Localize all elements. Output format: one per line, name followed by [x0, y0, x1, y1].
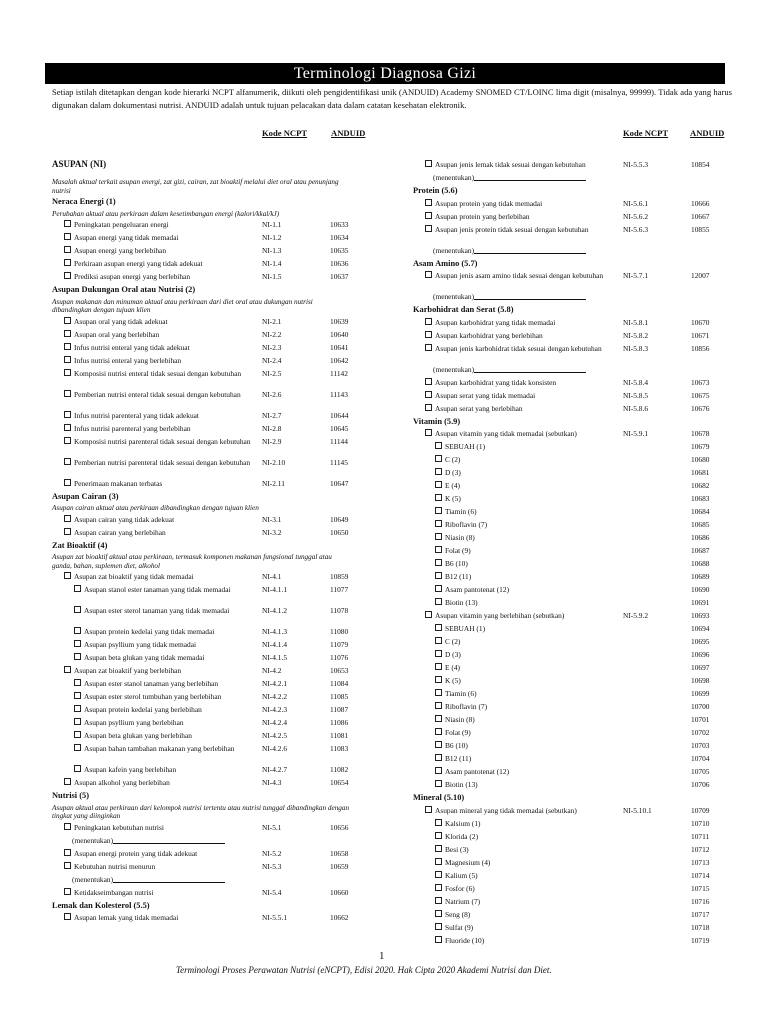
anduid-code: 10662	[330, 913, 349, 922]
anduid-code: 11144	[330, 436, 348, 446]
anduid-code: 11080	[330, 627, 349, 636]
checkbox[interactable]	[64, 390, 71, 397]
blank-line	[474, 253, 586, 254]
checkbox[interactable]	[435, 546, 442, 553]
anduid-code: 10710	[691, 818, 710, 828]
checkbox[interactable]	[435, 481, 442, 488]
anduid-code: 11082	[330, 765, 349, 774]
ncpt-code: NI-4.2.3	[262, 705, 288, 714]
anduid-code: 10715	[691, 883, 710, 893]
ncpt-code: NI-2.7	[262, 410, 282, 420]
checkbox[interactable]	[74, 744, 81, 751]
anduid-code: 10658	[330, 848, 349, 858]
ncpt-code: NI-4.2	[262, 666, 282, 675]
anduid-code: 10682	[691, 481, 710, 490]
checkbox[interactable]	[64, 317, 71, 324]
checkbox[interactable]	[425, 199, 432, 206]
anduid-code: 11079	[330, 640, 349, 649]
checkbox[interactable]	[435, 832, 442, 839]
checkbox[interactable]	[64, 343, 71, 350]
ncpt-code: NI-4.1.2	[262, 606, 288, 615]
ncpt-code: NI-3.2	[262, 527, 282, 537]
ncpt-code: NI-4.1.5	[262, 653, 288, 662]
ncpt-code: NI-2.1	[262, 316, 282, 326]
anduid-code: 10654	[330, 778, 349, 787]
ncpt-code: NI-5.2	[262, 848, 282, 858]
checkbox[interactable]	[64, 424, 71, 431]
anduid-code: 10642	[330, 355, 349, 365]
page-title: Terminologi Diagnosa Gizi	[45, 63, 725, 84]
checkbox[interactable]	[425, 391, 432, 398]
anduid-code: 10711	[691, 831, 710, 841]
ncpt-code: NI-2.10	[262, 457, 286, 467]
ncpt-code: NI-2.11	[262, 478, 285, 488]
anduid-code: 11078	[330, 606, 349, 615]
anduid-code: 10647	[330, 478, 349, 488]
ncpt-code: NI-4.3	[262, 778, 282, 787]
checkbox[interactable]	[64, 356, 71, 363]
checkbox[interactable]	[64, 888, 71, 895]
checkbox[interactable]	[435, 702, 442, 709]
ncpt-code: NI-5.8.2	[623, 330, 649, 340]
checkbox[interactable]	[435, 923, 442, 930]
anduid-code: 10685	[691, 520, 710, 529]
anduid-code: 10670	[691, 317, 710, 327]
ncpt-code: NI-2.5	[262, 368, 282, 378]
anduid-code: 10656	[330, 822, 349, 832]
checkbox[interactable]	[64, 458, 71, 465]
ncpt-code: NI-2.6	[262, 389, 282, 399]
checkbox[interactable]	[435, 559, 442, 566]
anduid-code: 10687	[691, 546, 710, 555]
checkbox[interactable]	[425, 806, 432, 813]
checkbox[interactable]	[435, 780, 442, 787]
ncpt-code: NI-5.8.3	[623, 343, 649, 353]
anduid-code: 11083	[330, 744, 349, 753]
anduid-code: 10716	[691, 896, 710, 906]
checkbox[interactable]	[64, 411, 71, 418]
anduid-code: 10681	[691, 468, 710, 477]
checkbox[interactable]	[435, 455, 442, 462]
anduid-code: 10704	[691, 754, 710, 763]
blank-line	[113, 843, 225, 844]
checkbox[interactable]	[425, 429, 432, 436]
ncpt-code: NI-4.2.7	[262, 765, 288, 774]
intro-paragraph: Setiap istilah ditetapkan dengan kode hierarki NCPT alfanumerik, diikuti oleh pengidentifikasi unik (ANDUID) Academy SNOMED CT/LOINC lima digit (misalnya, 99999). Tidak ada yang harus digunakan dalam dokumentasi nutrisi. ANDUID adalah untuk tujuan pelacakan data dalam catatan kesehatan elektronik.	[52, 87, 732, 110]
checkbox[interactable]	[435, 910, 442, 917]
ncpt-code: NI-5.6.1	[623, 198, 649, 208]
anduid-code: 10703	[691, 741, 710, 750]
anduid-code: 11143	[330, 389, 348, 399]
anduid-code: 10676	[691, 403, 710, 413]
ncpt-code: NI-5.1	[262, 822, 282, 832]
anduid-code: 10700	[691, 702, 710, 711]
anduid-code: 10859	[330, 572, 349, 581]
checkbox[interactable]	[64, 259, 71, 266]
ncpt-code: NI-2.8	[262, 423, 282, 433]
anduid-code: 10717	[691, 909, 710, 919]
checkbox[interactable]	[64, 220, 71, 227]
checkbox[interactable]	[64, 823, 71, 830]
ncpt-code: NI-1.1	[262, 220, 282, 229]
anduid-code: 10699	[691, 689, 710, 698]
checkbox[interactable]	[435, 897, 442, 904]
checkbox[interactable]	[435, 754, 442, 761]
checkbox[interactable]	[425, 344, 432, 351]
anduid-code: 10719	[691, 935, 710, 945]
checkbox[interactable]	[425, 611, 432, 618]
ncpt-code: NI-2.9	[262, 436, 282, 446]
anduid-code: 10856	[691, 343, 710, 353]
ncpt-code: NI-4.1.4	[262, 640, 288, 649]
checkbox[interactable]	[425, 225, 432, 232]
page-number: 1	[379, 950, 385, 962]
anduid-code: 10666	[691, 198, 710, 208]
ncpt-code: NI-5.3	[262, 861, 282, 871]
anduid-code: 10690	[691, 585, 710, 594]
footer-citation: Terminologi Proses Perawatan Nutrisi (eNCPT), Edisi 2020. Hak Cipta 2020 Akademi Nutrisi dan Diet.	[176, 965, 552, 975]
anduid-code: 10640	[330, 329, 349, 339]
checkbox[interactable]	[74, 692, 81, 699]
anduid-code: 10718	[691, 922, 710, 932]
ncpt-code: NI-2.2	[262, 329, 282, 339]
checkbox[interactable]	[435, 585, 442, 592]
checkbox[interactable]	[74, 679, 81, 686]
checkbox[interactable]	[425, 378, 432, 385]
checkbox[interactable]	[435, 663, 442, 670]
anduid-code: 11077	[330, 585, 349, 594]
checkbox[interactable]	[435, 598, 442, 605]
anduid-code: 10854	[691, 160, 710, 169]
checkbox[interactable]	[435, 858, 442, 865]
checkbox[interactable]	[435, 819, 442, 826]
checkbox[interactable]	[435, 468, 442, 475]
anduid-code: 10659	[330, 861, 349, 871]
anduid-code: 10650	[330, 527, 349, 537]
ncpt-code: NI-5.4	[262, 887, 282, 897]
anduid-code: 10714	[691, 870, 710, 880]
anduid-code: 10680	[691, 455, 710, 464]
ncpt-code: NI-4.2.4	[262, 718, 288, 727]
anduid-code: 10706	[691, 780, 710, 789]
ncpt-code: NI-4.2.1	[262, 679, 288, 688]
ncpt-code: NI-5.5.3	[623, 160, 649, 169]
ncpt-code: NI-2.3	[262, 342, 282, 352]
ncpt-code: NI-1.2	[262, 233, 282, 242]
anduid-code: 10705	[691, 767, 710, 776]
checkbox[interactable]	[74, 585, 81, 592]
checkbox[interactable]	[64, 862, 71, 869]
anduid-code: 11087	[330, 705, 349, 714]
anduid-code: 12007	[691, 271, 710, 280]
ncpt-code: NI-5.7.1	[623, 271, 649, 280]
ncpt-code: NI-4.2.5	[262, 731, 288, 740]
anduid-code: 10683	[691, 494, 710, 503]
ncpt-code: NI-4.1	[262, 572, 282, 581]
anduid-code: 10660	[330, 887, 349, 897]
anduid-code: 10684	[691, 507, 710, 516]
anduid-column-header-right: ANDUID	[690, 128, 725, 138]
anduid-code: 11085	[330, 692, 349, 701]
anduid-code: 11086	[330, 718, 349, 727]
checkbox[interactable]	[64, 515, 71, 522]
ncpt-code: NI-5.6.3	[623, 224, 649, 234]
checkbox[interactable]	[425, 318, 432, 325]
anduid-code: 10694	[691, 624, 710, 633]
checkbox[interactable]	[425, 271, 432, 278]
blank-line	[474, 372, 586, 373]
anduid-code: 10653	[330, 666, 349, 675]
checkbox[interactable]	[64, 369, 71, 376]
anduid-code: 10712	[691, 844, 710, 854]
anduid-code: 10675	[691, 390, 710, 400]
checkbox[interactable]	[435, 741, 442, 748]
ncpt-code: NI-5.9.2	[623, 611, 649, 620]
checkbox[interactable]	[64, 272, 71, 279]
anduid-code: 11081	[330, 731, 349, 740]
checkbox[interactable]	[435, 871, 442, 878]
checkbox[interactable]	[435, 715, 442, 722]
anduid-code: 11076	[330, 653, 349, 662]
checkbox[interactable]	[425, 160, 432, 167]
checkbox[interactable]	[435, 520, 442, 527]
ncpt-code: NI-5.10.1	[623, 805, 652, 815]
checkbox[interactable]	[435, 572, 442, 579]
anduid-code: 10673	[691, 377, 710, 387]
ncpt-code: NI-4.2.2	[262, 692, 288, 701]
anduid-code: 10688	[691, 559, 710, 568]
checkbox[interactable]	[74, 640, 81, 647]
anduid-code: 10635	[330, 246, 349, 255]
anduid-code: 10695	[691, 637, 710, 646]
anduid-code: 10645	[330, 423, 349, 433]
checkbox[interactable]	[64, 913, 71, 920]
anduid-code: 11142	[330, 368, 348, 378]
checkbox[interactable]	[435, 884, 442, 891]
anduid-code: 10649	[330, 514, 349, 524]
checkbox[interactable]	[64, 233, 71, 240]
checkbox[interactable]	[64, 778, 71, 785]
ncpt-code: NI-4.2.6	[262, 744, 288, 753]
ncpt-code: NI-1.4	[262, 259, 282, 268]
anduid-code: 11084	[330, 679, 349, 688]
checkbox[interactable]	[74, 627, 81, 634]
anduid-code: 10633	[330, 220, 349, 229]
code-column-header-left: Kode NCPT	[262, 128, 308, 138]
ncpt-code: NI-1.5	[262, 272, 282, 281]
anduid-code: 10667	[691, 211, 710, 221]
anduid-code: 10855	[691, 224, 710, 234]
anduid-code: 10701	[691, 715, 710, 724]
anduid-code: 10678	[691, 429, 710, 438]
anduid-code: 10634	[330, 233, 349, 242]
anduid-code: 10693	[691, 611, 710, 620]
ncpt-code: NI-5.5.1	[262, 913, 288, 922]
ncpt-code: NI-5.8.5	[623, 390, 649, 400]
anduid-code: 10702	[691, 728, 710, 737]
anduid-code: 10689	[691, 572, 710, 581]
checkbox[interactable]	[435, 689, 442, 696]
code-column-header-right: Kode NCPT	[623, 128, 669, 138]
ncpt-code: NI-5.9.1	[623, 429, 649, 438]
anduid-code: 10691	[691, 598, 710, 607]
blank-line	[474, 180, 586, 181]
checkbox[interactable]	[64, 666, 71, 673]
checkbox[interactable]	[74, 765, 81, 772]
ncpt-code: NI-2.4	[262, 355, 282, 365]
checkbox[interactable]	[64, 330, 71, 337]
anduid-code: 10644	[330, 410, 349, 420]
blank-line	[474, 299, 586, 300]
ncpt-code: NI-5.6.2	[623, 211, 649, 221]
checkbox[interactable]	[64, 528, 71, 535]
checkbox[interactable]	[435, 676, 442, 683]
checkbox[interactable]	[74, 705, 81, 712]
checkbox[interactable]	[64, 479, 71, 486]
checkbox[interactable]	[64, 246, 71, 253]
checkbox[interactable]	[435, 624, 442, 631]
anduid-code: 10698	[691, 676, 710, 685]
blank-line	[113, 882, 225, 883]
checkbox[interactable]	[64, 572, 71, 579]
anduid-code: 10639	[330, 316, 349, 326]
checkbox[interactable]	[74, 606, 81, 613]
checkbox[interactable]	[435, 637, 442, 644]
ncpt-code: NI-5.8.4	[623, 377, 649, 387]
checkbox[interactable]	[435, 845, 442, 852]
checkbox[interactable]	[74, 653, 81, 660]
ncpt-code: NI-5.8.1	[623, 317, 649, 327]
checkbox[interactable]	[425, 212, 432, 219]
anduid-code: 10641	[330, 342, 349, 352]
checkbox[interactable]	[435, 767, 442, 774]
checkbox[interactable]	[435, 507, 442, 514]
anduid-code: 10686	[691, 533, 710, 542]
checkbox[interactable]	[64, 849, 71, 856]
ncpt-code: NI-3.1	[262, 514, 282, 524]
checkbox[interactable]	[435, 936, 442, 943]
checkbox[interactable]	[435, 650, 442, 657]
checkbox[interactable]	[425, 404, 432, 411]
anduid-code: 10637	[330, 272, 349, 281]
anduid-code: 10679	[691, 442, 710, 451]
ncpt-code: NI-4.1.1	[262, 585, 288, 594]
checkbox[interactable]	[435, 728, 442, 735]
checkbox[interactable]	[74, 718, 81, 725]
ncpt-code: NI-4.1.3	[262, 627, 288, 636]
ncpt-code: NI-1.3	[262, 246, 282, 255]
anduid-code: 10696	[691, 650, 710, 659]
checkbox[interactable]	[425, 331, 432, 338]
ncpt-code: NI-5.8.6	[623, 403, 649, 413]
anduid-code: 10697	[691, 663, 710, 672]
anduid-code: 11145	[330, 457, 348, 467]
checkbox[interactable]	[435, 494, 442, 501]
anduid-code: 10671	[691, 330, 710, 340]
checkbox[interactable]	[435, 442, 442, 449]
anduid-column-header-left: ANDUID	[331, 128, 366, 138]
anduid-code: 10636	[330, 259, 349, 268]
anduid-code: 10713	[691, 857, 710, 867]
checkbox[interactable]	[435, 533, 442, 540]
checkbox[interactable]	[74, 731, 81, 738]
checkbox[interactable]	[64, 437, 71, 444]
anduid-code: 10709	[691, 805, 710, 815]
